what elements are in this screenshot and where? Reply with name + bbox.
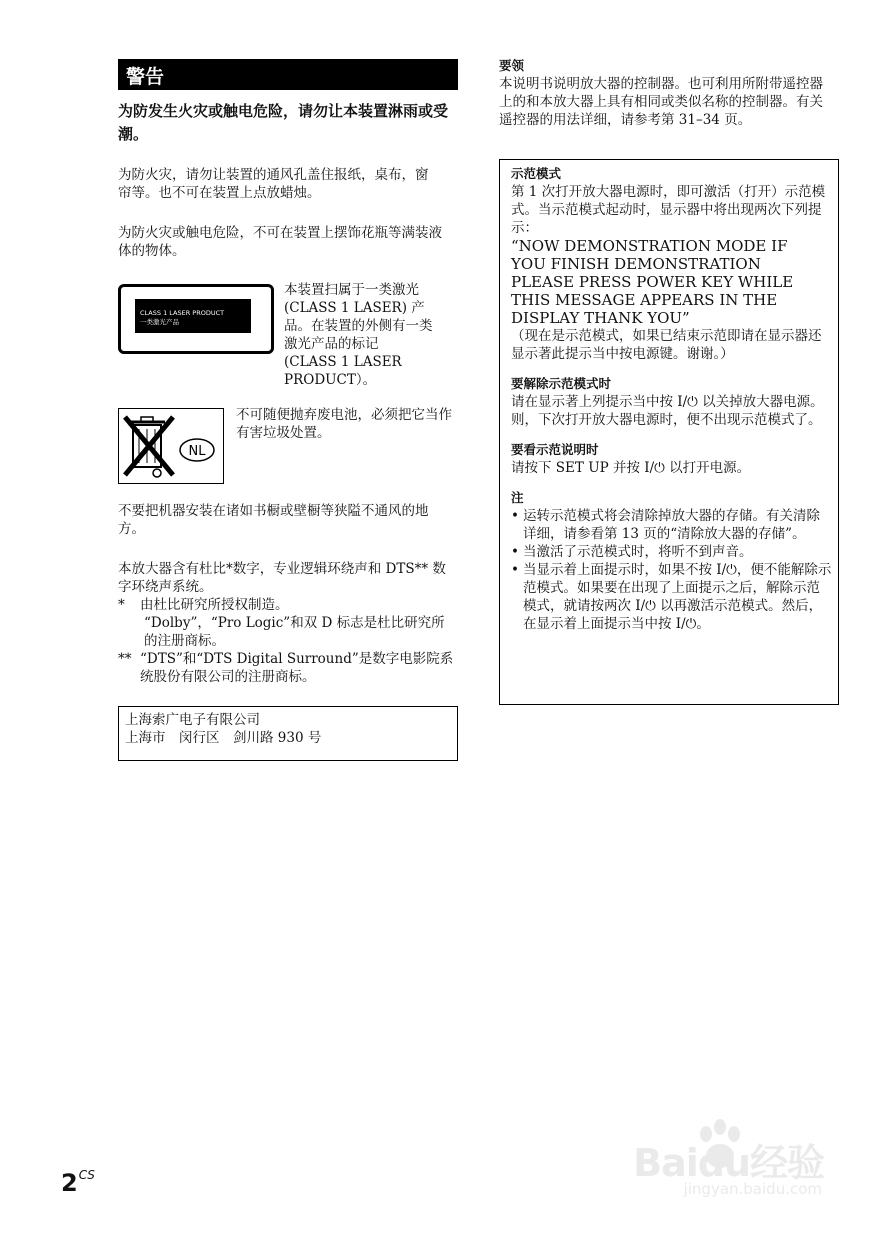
laser-label-line2: 一类激光产品 bbox=[140, 318, 179, 326]
demo-mode-title: 示范模式 bbox=[511, 166, 562, 181]
footnote-dolby-trademark: “Dolby”，“Pro Logic”和双 D 标志是杜比研究所的注册商标。 bbox=[144, 615, 445, 649]
footnote-dts bbox=[118, 650, 454, 686]
laser-text-line: 激光产品的标记 bbox=[284, 336, 379, 352]
demo-message-line: THIS MESSAGE APPEARS IN THE bbox=[511, 291, 778, 309]
battery-text: 不可随便抛弃废电池，必须把它当作有害垃圾处置。 bbox=[236, 407, 452, 441]
ventilation-paragraph: 不要把机器安装在诸如书橱或壁橱等狭隘不通风的地方。 bbox=[118, 503, 429, 537]
footnote-mark: * bbox=[118, 597, 125, 613]
key-points-section bbox=[499, 57, 833, 129]
note-item: • 当显示着上面提示时，如果不按 I/⏻，便不能解除示范模式。如果要在出现了上面提示之后，解除示范模式，就请按两次 I/⏻ 以再激活示范模式。然后，在显示着上面提示当中按 I/⏻。 bbox=[511, 561, 833, 633]
dolby-dts-section bbox=[118, 560, 454, 686]
footnote-dolby bbox=[118, 596, 454, 614]
view-demo-title: 要看示范说明时 bbox=[511, 442, 599, 457]
notes-title: 注 bbox=[511, 490, 524, 505]
demo-message-line: DISPLAY THANK YOU” bbox=[511, 309, 690, 327]
note-item: • 当激活了示范模式时，将听不到声音。 bbox=[511, 543, 833, 561]
cancel-demo-text: 请在显示著上列提示当中按 I/⏻ 以关掉放大器电源。则，下次打开放大器电源时，便不出现示范模式了。 bbox=[511, 394, 824, 428]
page-number bbox=[61, 1168, 95, 1197]
laser-label-inner bbox=[135, 299, 251, 333]
warning-title-bar bbox=[118, 59, 458, 90]
shock-paragraph: 为防火灾或触电危险，不可在装置上摆饰花瓶等满装液体的物体。 bbox=[118, 225, 442, 259]
laser-text-line: (CLASS 1 LASER) 产 bbox=[284, 300, 425, 316]
warning-heading: 为防发生火灾或触电危险，请勿让本装置淋雨或受潮。 bbox=[118, 102, 449, 143]
cancel-demo-title: 要解除示范模式时 bbox=[511, 376, 612, 391]
demo-mode-intro: 第 1 次打开放大器电源时，即可激活（打开）示范模式。当示范模式起动时，显示器中将出现两次下列提示： bbox=[511, 184, 826, 236]
view-demo-text: 请按下 SET UP 并按 I/⏻ 以打开电源。 bbox=[511, 460, 751, 476]
laser-label bbox=[118, 284, 274, 354]
demo-message-line: PLEASE PRESS POWER KEY WHILE bbox=[511, 273, 794, 291]
watermark bbox=[612, 1118, 832, 1202]
address-line-2: 上海市 闵行区 剑川路 930 号 bbox=[125, 730, 322, 746]
demo-message-line: YOU FINISH DEMONSTRATION bbox=[511, 255, 761, 273]
crossed-bin-icon bbox=[119, 409, 223, 483]
watermark-url: jingyan.baidu.com bbox=[683, 1180, 822, 1198]
laser-text-line: 品。在装置的外侧有一类 bbox=[284, 318, 433, 334]
nl-badge: NL bbox=[188, 444, 206, 459]
footnote-mark: ** bbox=[118, 651, 132, 667]
note-item: • 运转示范模式将会清除掉放大器的存储。有关清除详细，请参看第 13 页的“清除放大器的存储”。 bbox=[511, 507, 833, 543]
address-box bbox=[118, 706, 458, 761]
laser-text-line: (CLASS 1 LASER bbox=[284, 354, 402, 370]
footnote-text: “DTS”和“DTS Digital Surround”是数字电影院系统股份有限公司的注册商标。 bbox=[140, 651, 454, 685]
laser-label-line1: CLASS 1 LASER PRODUCT bbox=[140, 309, 225, 317]
demo-message-line: “NOW DEMONSTRATION MODE IF bbox=[511, 237, 788, 255]
demo-message bbox=[511, 237, 833, 327]
key-points-text: 本说明书说明放大器的控制器。也可利用所附带遥控器上的和本放大器上具有相同或类似名称的控制器。有关遥控器的用法详细，请参考第 31–34 页。 bbox=[499, 76, 823, 128]
footnote-text: 由杜比研究所授权制造。 bbox=[140, 597, 289, 613]
battery-disposal-symbol bbox=[118, 408, 224, 484]
address-line-1: 上海索广电子有限公司 bbox=[125, 712, 260, 728]
warning-title: 警告 bbox=[126, 66, 165, 88]
watermark-text: Baidu经验 bbox=[633, 1141, 824, 1185]
key-points-title: 要领 bbox=[499, 58, 525, 73]
laser-text-line: PRODUCT）。 bbox=[284, 372, 377, 388]
fire-paragraph: 为防火灾，请勿让装置的通风孔盖住报纸，桌布，窗帘等。也不可在装置上点放蜡烛。 bbox=[118, 167, 429, 201]
page-number-value: 2 bbox=[61, 1169, 78, 1197]
laser-text-line: 本装置扫属于一类激光 bbox=[284, 282, 419, 298]
demo-translation: （现在是示范模式，如果已结束示范即请在显示器还显示著此提示当中按电源键。谢谢。） bbox=[511, 328, 822, 362]
laser-description bbox=[284, 281, 462, 389]
page-number-suffix: CS bbox=[78, 1168, 95, 1182]
demo-mode-content bbox=[511, 165, 833, 633]
dolby-dts-paragraph: 本放大器含有杜比*数字，专业逻辑环绕声和 DTS** 数字环绕声系统。 bbox=[118, 561, 446, 595]
demo-mode-box bbox=[499, 159, 839, 705]
